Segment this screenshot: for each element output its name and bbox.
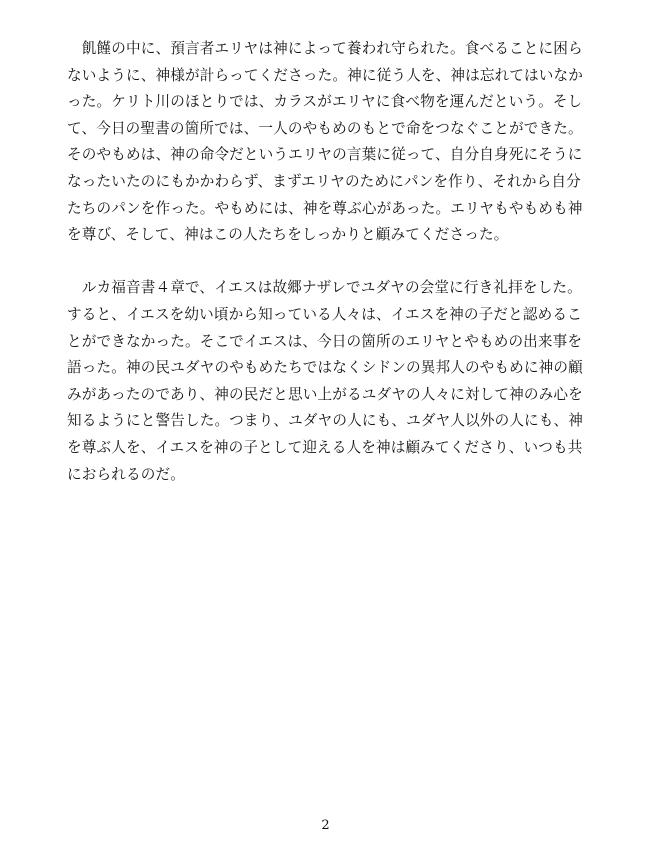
paragraph-gap bbox=[67, 249, 589, 276]
text-line: すると、イエスを幼い頃から知っている人々は、イエスを神の子だと認めるこ bbox=[67, 305, 582, 323]
text-line: を尊び、そして、神はこの人たちをしっかりと顧みてくださった。 bbox=[67, 226, 509, 244]
text-line: なったいたのにもかかわらず、まずエリヤのためにパンを作り、それから自分 bbox=[67, 172, 581, 190]
body-text bbox=[67, 36, 589, 488]
paragraph-2 bbox=[67, 275, 589, 488]
text-line: とができなかった。そこでイエスは、今日の箇所のエリヤとやもめの出来事を bbox=[67, 332, 583, 350]
text-line: 語った。神の民ユダヤのやもめたちではなくシドンの異邦人のやもめに神の顧 bbox=[67, 359, 583, 377]
text-line: ないように、神様が計らってくださった。神に従う人を、神は忘れてはいなか bbox=[67, 66, 584, 84]
text-line: たちのパンを作った。やもめには、神を尊ぶ心があった。エリヤもやもめも神 bbox=[67, 199, 583, 217]
paragraph-1 bbox=[67, 36, 589, 249]
text-line: そのやもめは、神の命令だというエリヤの言葉に従って、自分自身死にそうに bbox=[67, 146, 583, 164]
text-line: った。ケリト川のほとりでは、カラスがエリヤに食べ物を運んだという。そし bbox=[67, 93, 583, 111]
text-line: におられるのだ。 bbox=[67, 465, 185, 483]
page-number: 2 bbox=[321, 818, 330, 833]
text-line: 知るようにと警告した。つまり、ユダヤの人にも、ユダヤ人以外の人にも、神 bbox=[67, 412, 584, 430]
text-line: ルカ福音書４章で、イエスは故郷ナザレでユダヤの会堂に行き礼拝をした。 bbox=[67, 279, 582, 297]
text-line: 飢饉の中に、預言者エリヤは神によって養われ守られた。食べることに困ら bbox=[67, 40, 583, 57]
text-line: て、今日の聖書の箇所では、一人のやもめのもとで命をつなぐことができた。 bbox=[67, 119, 583, 137]
text-line: みがあったのであり、神の民だと思い上がるユダヤの人々に対して神のみ心を bbox=[67, 385, 583, 403]
text-line: を尊ぶ人を、イエスを神の子として迎える人を神は顧みてくださり、いつも共 bbox=[67, 438, 583, 456]
